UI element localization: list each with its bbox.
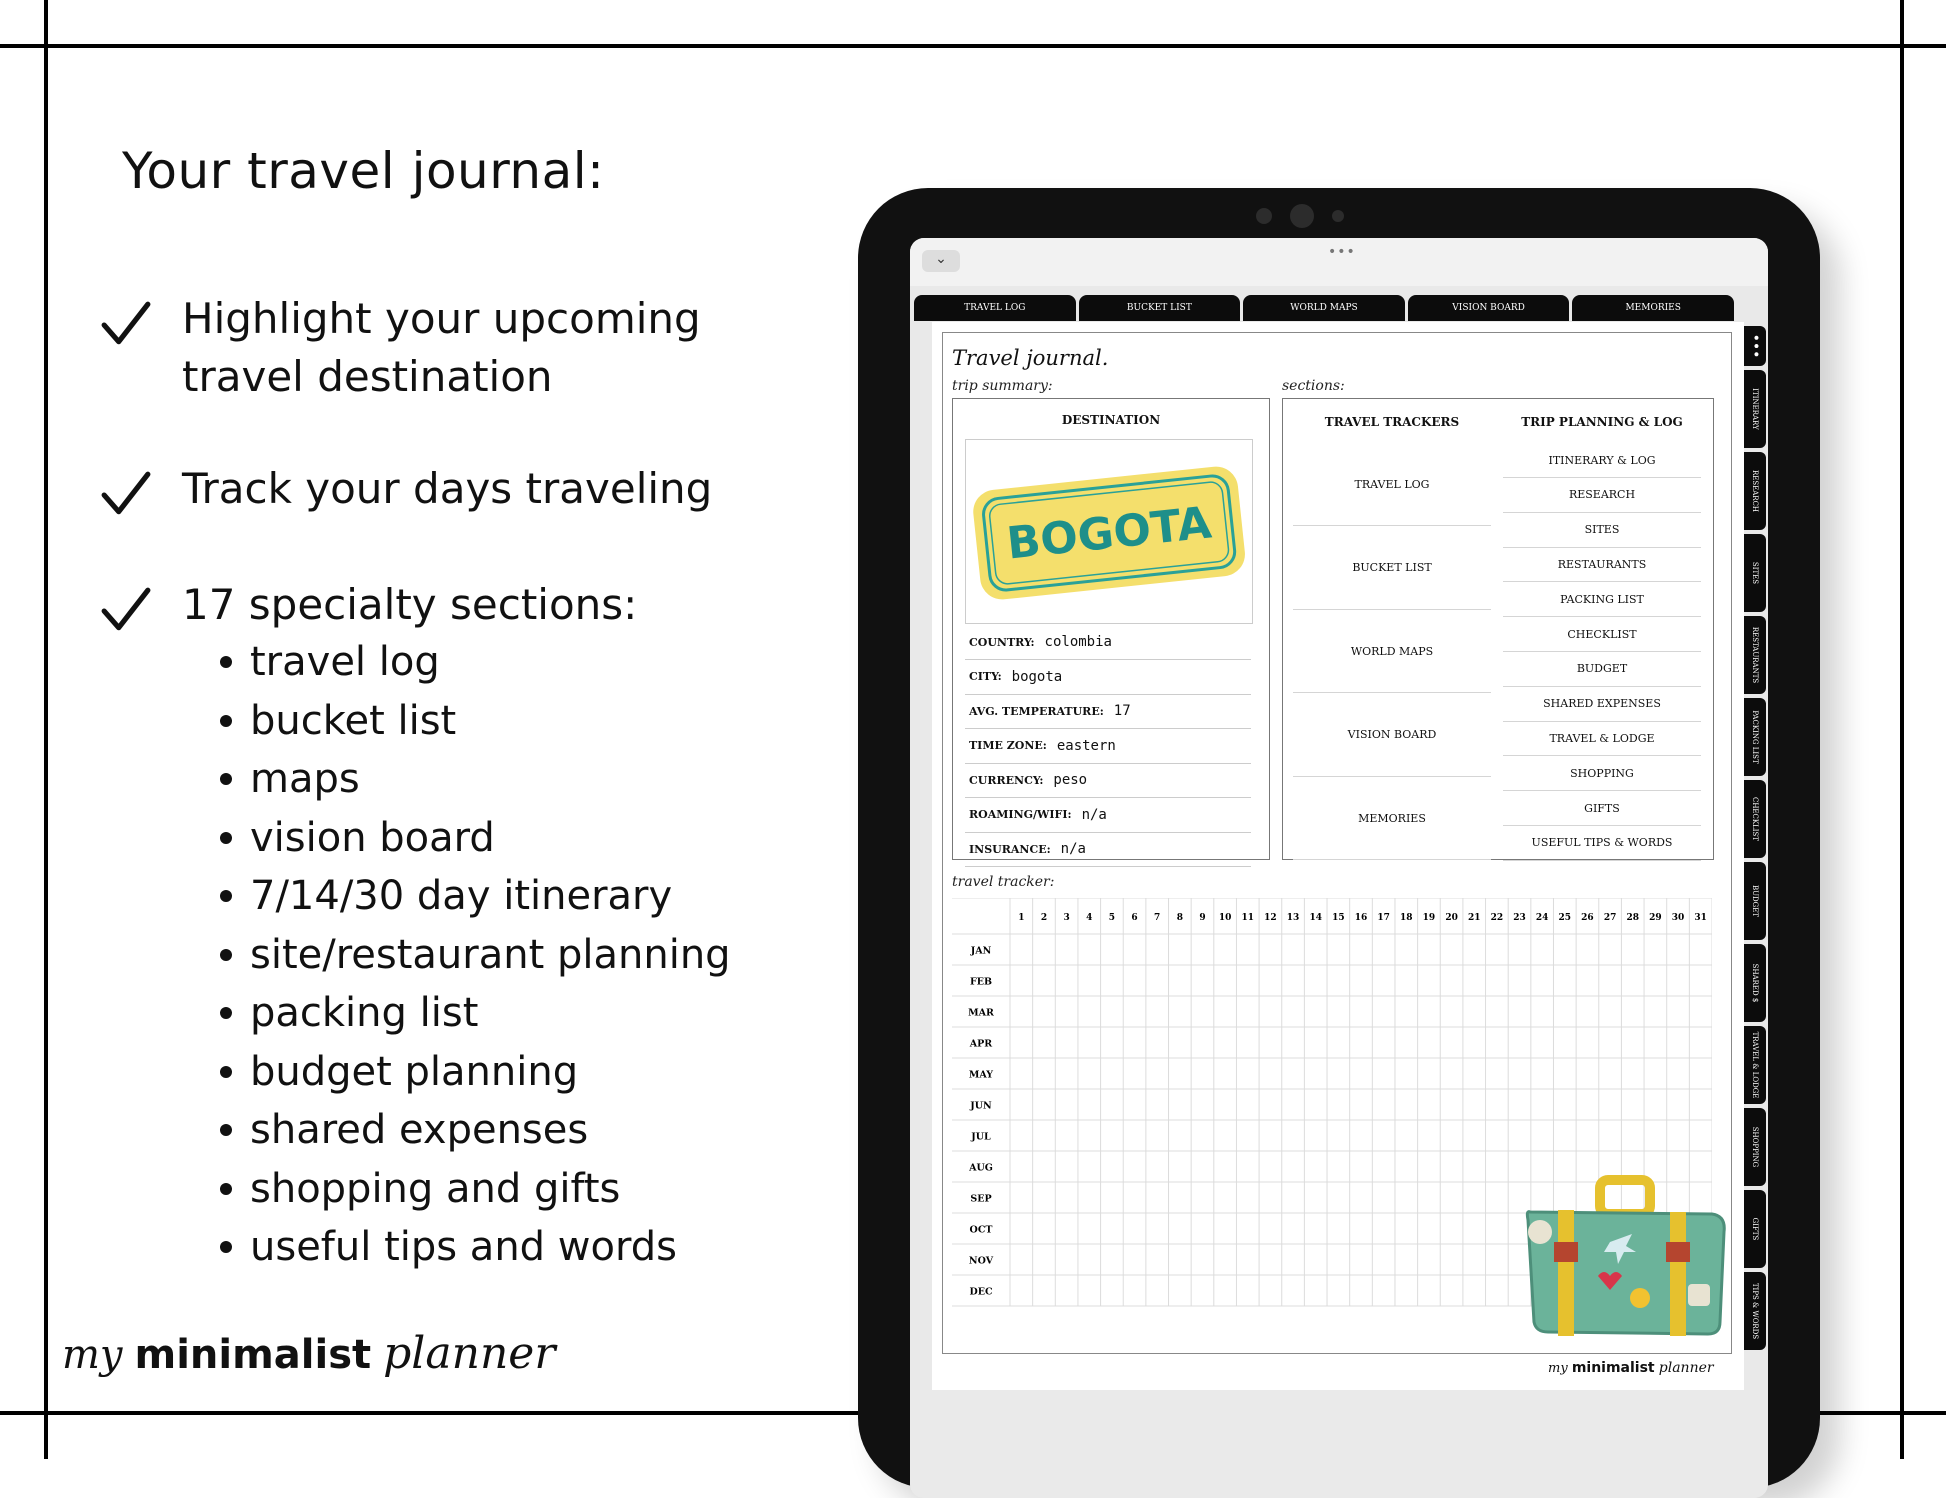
bullet-icon bbox=[220, 890, 232, 902]
list-item-label: useful tips and words bbox=[250, 1224, 677, 1270]
side-tab-gifts[interactable] bbox=[1744, 1190, 1766, 1268]
side-tab-label: GIFTS bbox=[1751, 1217, 1759, 1241]
month-label: APR bbox=[969, 1038, 993, 1050]
day-number: 6 bbox=[1131, 913, 1138, 923]
side-tab-shared-[interactable] bbox=[1744, 944, 1766, 1022]
destination-title: DESTINATION bbox=[1061, 413, 1161, 427]
list-item-label: travel log bbox=[250, 639, 440, 685]
day-number: 11 bbox=[1241, 913, 1255, 923]
camera-lens-icon bbox=[1290, 204, 1314, 228]
list-item-label: site/restaurant planning bbox=[250, 931, 731, 978]
day-number: 13 bbox=[1286, 913, 1300, 923]
side-tab-label: SHOPPING bbox=[1751, 1126, 1759, 1168]
bullet-icon bbox=[220, 715, 232, 727]
day-number: 21 bbox=[1467, 913, 1481, 923]
month-label: NOV bbox=[968, 1255, 994, 1267]
month-label: SEP bbox=[970, 1193, 992, 1205]
feature-text bbox=[182, 460, 712, 518]
info-value[interactable]: n/a bbox=[1081, 806, 1107, 823]
list-item bbox=[220, 1218, 731, 1277]
checkmark-icon bbox=[100, 298, 152, 350]
side-tab-research[interactable] bbox=[1744, 452, 1766, 530]
list-item bbox=[220, 809, 731, 868]
page-headline: Your travel journal: bbox=[122, 142, 605, 200]
list-item bbox=[220, 984, 731, 1043]
day-number: 16 bbox=[1354, 913, 1368, 923]
day-number: 1 bbox=[1018, 913, 1025, 923]
list-item-label: bucket list bbox=[250, 697, 457, 744]
side-tab-itinerary[interactable] bbox=[1744, 370, 1766, 448]
page-brand-planner: planner bbox=[1658, 1360, 1714, 1376]
checkmark-icon bbox=[100, 468, 152, 520]
info-label: AVG. TEMPERATURE: bbox=[969, 704, 1104, 718]
collapse-chevron-icon[interactable]: ⌄ bbox=[922, 250, 960, 272]
info-label: CITY: bbox=[969, 670, 1002, 683]
app-toolbar bbox=[910, 238, 1768, 286]
planning-link-checklist[interactable]: CHECKLIST bbox=[1503, 617, 1701, 652]
destination-info-row[interactable] bbox=[965, 729, 1251, 764]
list-item-label: maps bbox=[250, 756, 360, 802]
bullet-icon bbox=[220, 949, 232, 961]
planner-page bbox=[932, 322, 1744, 1390]
list-item-label: budget planning bbox=[250, 1048, 579, 1095]
list-item-label: vision board bbox=[250, 814, 495, 861]
feature-item bbox=[100, 290, 701, 406]
day-number: 20 bbox=[1445, 913, 1458, 923]
side-tab-budget[interactable] bbox=[1744, 862, 1766, 940]
list-item bbox=[220, 750, 731, 809]
bullet-icon bbox=[220, 656, 232, 668]
brand-my: my bbox=[62, 1332, 123, 1378]
day-number: 17 bbox=[1377, 913, 1390, 923]
checkmark-icon bbox=[100, 584, 152, 636]
frame-line-left bbox=[44, 0, 48, 1459]
side-tab-packing-list[interactable] bbox=[1744, 698, 1766, 776]
planning-link-sites[interactable]: SITES bbox=[1503, 513, 1701, 548]
tablet-device bbox=[858, 188, 1820, 1488]
side-tab-label: RESEARCH bbox=[1751, 469, 1759, 513]
list-item bbox=[220, 1160, 731, 1219]
frame-line-right bbox=[1900, 0, 1904, 1459]
feature-item bbox=[100, 576, 637, 636]
bullet-icon bbox=[220, 1124, 232, 1136]
side-tab-label: TRAVEL & LODGE bbox=[1751, 1031, 1759, 1099]
page-title: Travel journal. bbox=[952, 346, 1109, 370]
side-tab-tips-words[interactable] bbox=[1744, 1272, 1766, 1350]
list-item bbox=[220, 1043, 731, 1102]
info-label: INSURANCE: bbox=[969, 842, 1051, 856]
list-item bbox=[220, 926, 731, 985]
month-label: OCT bbox=[969, 1224, 993, 1236]
info-value[interactable]: 17 bbox=[1113, 703, 1131, 719]
day-number: 25 bbox=[1558, 913, 1572, 923]
planning-link-research[interactable]: RESEARCH bbox=[1503, 478, 1701, 513]
info-label: ROAMING/WIFI: bbox=[969, 808, 1072, 821]
tab-bucket-list[interactable]: BUCKET LIST bbox=[1079, 295, 1241, 321]
list-item bbox=[220, 633, 731, 692]
tracker-link-bucket-list[interactable]: BUCKET LIST bbox=[1293, 527, 1491, 610]
bogota-stamp-image bbox=[966, 440, 1252, 623]
brand-planner: planner bbox=[383, 1328, 556, 1379]
travel-tracker-label: travel tracker: bbox=[952, 874, 1055, 890]
bullet-icon bbox=[220, 832, 232, 844]
planning-link-restaurants[interactable]: RESTAURANTS bbox=[1503, 547, 1701, 582]
planning-link-budget[interactable]: BUDGET bbox=[1503, 652, 1701, 687]
destination-info-row[interactable] bbox=[965, 660, 1251, 695]
destination-info-row[interactable] bbox=[965, 832, 1251, 867]
day-number: 8 bbox=[1176, 913, 1183, 923]
side-tab-shopping[interactable] bbox=[1744, 1108, 1766, 1186]
list-item bbox=[220, 1101, 731, 1160]
day-number: 24 bbox=[1535, 913, 1549, 923]
day-number: 12 bbox=[1264, 913, 1277, 923]
day-number: 18 bbox=[1400, 913, 1413, 923]
tablet-screen bbox=[910, 238, 1768, 1498]
side-tab-label: BUDGET bbox=[1751, 884, 1759, 918]
feature-text bbox=[182, 290, 701, 406]
side-tab-label: TIPS & WORDS bbox=[1751, 1282, 1759, 1340]
feature-line: 17 specialty sections: bbox=[182, 580, 638, 629]
suitcase-image bbox=[1520, 1172, 1730, 1342]
stamp-frame[interactable] bbox=[965, 439, 1253, 624]
day-number: 9 bbox=[1199, 913, 1206, 923]
tracker-link-world-maps[interactable]: WORLD MAPS bbox=[1293, 610, 1491, 693]
side-tab-label: RESTAURANTS bbox=[1751, 626, 1759, 684]
month-label: JUN bbox=[970, 1100, 992, 1112]
day-number: 3 bbox=[1063, 913, 1070, 923]
camera-dot-icon bbox=[1256, 208, 1272, 224]
month-label: MAR bbox=[968, 1007, 994, 1019]
destination-box bbox=[952, 398, 1270, 860]
tab-travel-log[interactable]: TRAVEL LOG bbox=[914, 295, 1076, 321]
month-label: MAY bbox=[968, 1069, 994, 1081]
feature-text bbox=[182, 576, 637, 634]
sections-list bbox=[220, 633, 731, 1277]
info-value[interactable]: eastern bbox=[1056, 737, 1116, 754]
destination-info-row[interactable] bbox=[965, 763, 1251, 798]
side-tab-label: PACKING LIST bbox=[1751, 710, 1759, 764]
month-label: AUG bbox=[969, 1162, 993, 1174]
day-number: 15 bbox=[1332, 913, 1345, 923]
destination-info-row[interactable] bbox=[965, 798, 1251, 833]
day-number: 30 bbox=[1671, 913, 1685, 923]
day-number: 28 bbox=[1626, 913, 1640, 923]
day-number: 31 bbox=[1694, 913, 1707, 923]
trip-planning-head: TRIP PLANNING & LOG bbox=[1521, 415, 1683, 429]
planning-link-travel-lodge[interactable]: TRAVEL & LODGE bbox=[1503, 721, 1701, 756]
tracker-link-vision-board[interactable]: VISION BOARD bbox=[1293, 694, 1491, 777]
feature-item bbox=[100, 460, 712, 520]
brand-logo bbox=[62, 1328, 555, 1379]
bullet-icon bbox=[220, 1183, 232, 1195]
side-tab-bar bbox=[1744, 326, 1766, 1386]
month-label: DEC bbox=[969, 1286, 993, 1298]
day-number: 2 bbox=[1040, 913, 1048, 923]
side-tab-restaurants[interactable] bbox=[1744, 616, 1766, 694]
list-item-label: shopping and gifts bbox=[250, 1165, 621, 1212]
planning-link-shopping[interactable]: SHOPPING bbox=[1503, 756, 1701, 791]
side-tab-label: SHARED $ bbox=[1751, 963, 1759, 1003]
day-number: 19 bbox=[1422, 913, 1436, 923]
info-label: COUNTRY: bbox=[969, 635, 1035, 649]
bullet-icon bbox=[220, 1066, 232, 1078]
side-menu-dots-icon[interactable]: ••• bbox=[1744, 326, 1766, 366]
side-tab-label: ITINERARY bbox=[1751, 388, 1759, 430]
planning-link-packing-list[interactable]: PACKING LIST bbox=[1503, 582, 1701, 617]
top-tab-bar bbox=[914, 295, 1734, 321]
day-number: 5 bbox=[1108, 913, 1116, 923]
info-value[interactable]: colombia bbox=[1044, 634, 1112, 650]
day-number: 4 bbox=[1086, 913, 1093, 923]
month-label: JUL bbox=[971, 1131, 991, 1143]
day-number: 10 bbox=[1218, 913, 1232, 923]
planning-link-useful-tips-words[interactable]: USEFUL TIPS & WORDS bbox=[1503, 826, 1701, 861]
side-tab-checklist[interactable] bbox=[1744, 780, 1766, 858]
month-label: JAN bbox=[970, 945, 992, 957]
feature-line: travel destination bbox=[182, 352, 553, 401]
side-tab-label: CHECKLIST bbox=[1751, 796, 1759, 842]
info-value[interactable]: peso bbox=[1053, 772, 1088, 788]
day-number: 7 bbox=[1154, 913, 1161, 923]
side-tab-label: SITES bbox=[1751, 561, 1759, 585]
list-item-label: packing list bbox=[250, 990, 479, 1036]
brand-minimalist: minimalist bbox=[134, 1332, 372, 1378]
day-number: 27 bbox=[1603, 913, 1617, 923]
month-label: FEB bbox=[969, 976, 993, 988]
frame-line-top bbox=[0, 44, 1946, 48]
tracker-link-memories[interactable]: MEMORIES bbox=[1293, 777, 1491, 860]
tab-memories[interactable]: MEMORIES bbox=[1572, 295, 1734, 321]
list-item bbox=[220, 867, 731, 926]
bullet-icon bbox=[220, 773, 232, 785]
side-tab-travel-lodge[interactable] bbox=[1744, 1026, 1766, 1104]
stamp-text: BOGOTA bbox=[1004, 497, 1214, 570]
day-number: 29 bbox=[1649, 913, 1662, 923]
day-number: 23 bbox=[1513, 913, 1526, 923]
page-brand-minimalist: minimalist bbox=[1571, 1360, 1655, 1376]
page-brand-logo bbox=[1548, 1360, 1714, 1376]
page-brand-my: my bbox=[1548, 1361, 1568, 1376]
sensor-icon bbox=[1332, 210, 1344, 222]
planning-link-shared-expenses[interactable]: SHARED EXPENSES bbox=[1503, 687, 1701, 722]
trip-summary-label: trip summary: bbox=[952, 378, 1053, 394]
travel-trackers-head: TRAVEL TRACKERS bbox=[1324, 415, 1460, 429]
destination-info-row[interactable] bbox=[965, 625, 1251, 660]
tab-world-maps[interactable]: WORLD MAPS bbox=[1243, 295, 1405, 321]
planning-link-gifts[interactable]: GIFTS bbox=[1503, 791, 1701, 826]
tab-vision-board[interactable]: VISION BOARD bbox=[1408, 295, 1570, 321]
feature-line: Highlight your upcoming bbox=[182, 294, 701, 343]
bottom-bar bbox=[910, 1390, 1768, 1498]
tracker-link-travel-log[interactable]: TRAVEL LOG bbox=[1293, 443, 1491, 526]
list-item-label: shared expenses bbox=[250, 1107, 589, 1153]
destination-info-row[interactable] bbox=[965, 694, 1251, 729]
day-number: 22 bbox=[1490, 913, 1504, 923]
bullet-icon bbox=[220, 1241, 232, 1253]
info-value[interactable]: bogota bbox=[1011, 668, 1063, 685]
list-item bbox=[220, 692, 731, 751]
more-dots-icon[interactable]: ••• bbox=[1328, 244, 1356, 260]
side-tab-sites[interactable] bbox=[1744, 534, 1766, 612]
sections-box bbox=[1282, 398, 1714, 860]
info-value[interactable]: n/a bbox=[1060, 841, 1086, 857]
planning-link-itinerary-log[interactable]: ITINERARY & LOG bbox=[1503, 443, 1701, 478]
day-number: 26 bbox=[1581, 913, 1594, 923]
info-label: TIME ZONE: bbox=[969, 739, 1047, 752]
sections-label: sections: bbox=[1282, 378, 1345, 394]
list-item-label: 7/14/30 day itinerary bbox=[250, 873, 673, 919]
day-number: 14 bbox=[1309, 913, 1322, 923]
bullet-icon bbox=[220, 1007, 232, 1019]
info-label: CURRENCY: bbox=[969, 773, 1044, 787]
feature-line: Track your days traveling bbox=[182, 464, 713, 513]
